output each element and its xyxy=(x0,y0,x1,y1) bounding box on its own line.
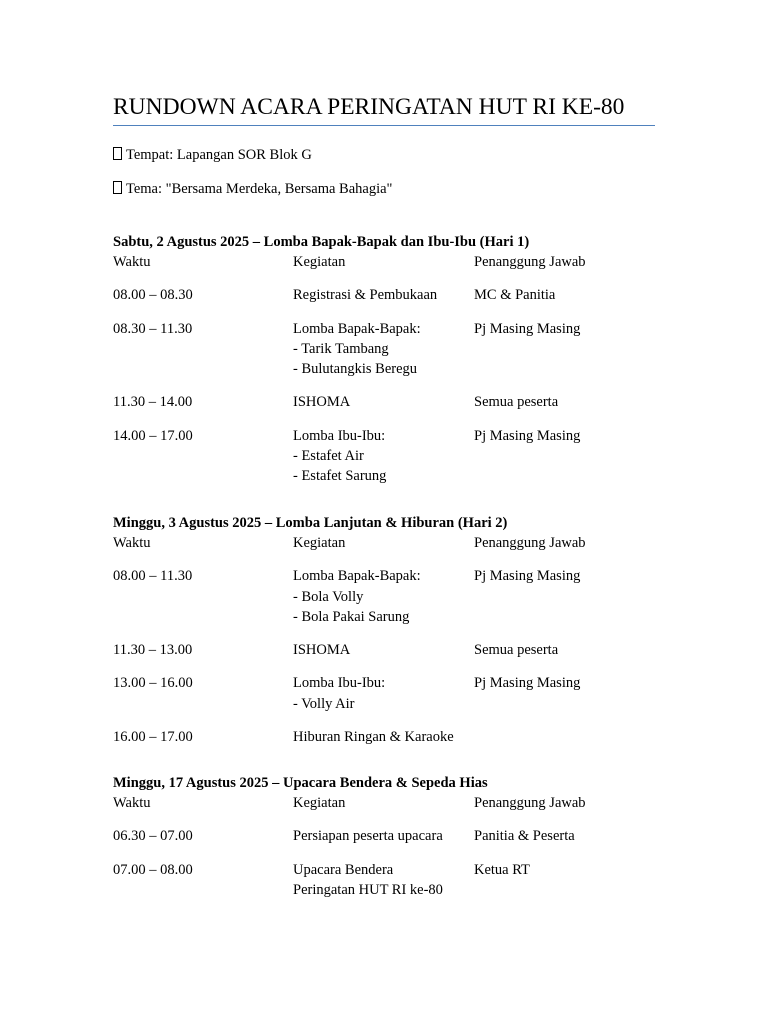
header-activity: Kegiatan xyxy=(293,795,346,811)
theme-line xyxy=(113,179,392,199)
row-activity: Lomba Ibu-Ibu: - Volly Air xyxy=(293,675,386,712)
header-time: Waktu xyxy=(113,795,151,811)
row-time: 11.30 – 14.00 xyxy=(113,394,193,411)
header-time: Waktu xyxy=(113,254,151,270)
row-time: 08.00 – 11.30 xyxy=(113,568,193,585)
header-pic: Penanggung Jawab xyxy=(474,254,586,270)
table-row xyxy=(113,640,673,660)
table-row xyxy=(113,285,673,305)
header-time: Waktu xyxy=(113,535,151,551)
row-pic: MC & Panitia xyxy=(474,287,556,304)
table-row xyxy=(113,673,673,714)
row-activity: Lomba Bapak-Bapak: - Tarik Tambang - Bulutangkis Beregu xyxy=(293,320,421,378)
location-pin-icon xyxy=(113,147,122,160)
row-activity: Upacara Bendera Peringatan HUT RI ke-80 xyxy=(293,861,443,898)
table-header xyxy=(113,533,673,553)
table-row xyxy=(113,319,673,380)
schedule-day-1 xyxy=(113,232,673,487)
table-row xyxy=(113,727,673,747)
row-activity: ISHOMA xyxy=(293,394,351,411)
row-time: 16.00 – 17.00 xyxy=(113,729,193,746)
row-pic: Pj Masing Masing xyxy=(474,427,581,444)
row-pic: Ketua RT xyxy=(474,861,530,878)
location-line xyxy=(113,145,312,165)
row-pic: Pj Masing Masing xyxy=(474,675,581,692)
row-time: 14.00 – 17.00 xyxy=(113,427,193,444)
row-activity: Persiapan peserta upacara xyxy=(293,828,443,845)
flag-icon xyxy=(113,181,122,194)
row-time: 07.00 – 08.00 xyxy=(113,861,193,878)
row-pic: Pj Masing Masing xyxy=(474,568,581,585)
table-row xyxy=(113,426,673,487)
row-pic: Panitia & Peserta xyxy=(474,828,575,845)
row-time: 06.30 – 07.00 xyxy=(113,828,193,845)
table-header xyxy=(113,793,673,813)
page-title: RUNDOWN ACARA PERINGATAN HUT RI KE-80 xyxy=(113,92,655,126)
row-time: 08.00 – 08.30 xyxy=(113,287,193,304)
row-pic xyxy=(474,727,673,747)
header-activity: Kegiatan xyxy=(293,254,346,270)
header-activity: Kegiatan xyxy=(293,535,346,551)
row-activity: Registrasi & Pembukaan xyxy=(293,287,438,304)
section-title: Minggu, 17 Agustus 2025 – Upacara Bendera & Sepeda Hias xyxy=(113,775,488,791)
row-time: 08.30 – 11.30 xyxy=(113,320,193,337)
section-title: Sabtu, 2 Agustus 2025 – Lomba Bapak-Bapak dan Ibu-Ibu (Hari 1) xyxy=(113,234,530,250)
schedule-day-2 xyxy=(113,513,673,747)
table-row xyxy=(113,392,673,412)
row-pic: Semua peserta xyxy=(474,394,559,411)
row-pic: Pj Masing Masing xyxy=(474,320,581,337)
row-activity: ISHOMA xyxy=(293,642,351,659)
table-row xyxy=(113,566,673,627)
table-row xyxy=(113,860,673,901)
row-pic: Semua peserta xyxy=(474,642,559,659)
schedule-day-3 xyxy=(113,773,673,900)
theme-text: Tema: "Bersama Merdeka, Bersama Bahagia" xyxy=(126,181,393,197)
table-row xyxy=(113,826,673,846)
section-title: Minggu, 3 Agustus 2025 – Lomba Lanjutan & Hiburan (Hari 2) xyxy=(113,515,508,531)
header-pic: Penanggung Jawab xyxy=(474,795,586,811)
table-header xyxy=(113,252,673,272)
row-activity: Lomba Ibu-Ibu: - Estafet Air - Estafet Sarung xyxy=(293,427,387,485)
row-activity: Lomba Bapak-Bapak: - Bola Volly - Bola Pakai Sarung xyxy=(293,568,421,625)
location-text: Tempat: Lapangan SOR Blok G xyxy=(126,147,312,163)
row-activity: Hiburan Ringan & Karaoke xyxy=(293,729,454,746)
row-time: 13.00 – 16.00 xyxy=(113,675,193,692)
row-time: 11.30 – 13.00 xyxy=(113,642,193,659)
header-pic: Penanggung Jawab xyxy=(474,535,586,551)
